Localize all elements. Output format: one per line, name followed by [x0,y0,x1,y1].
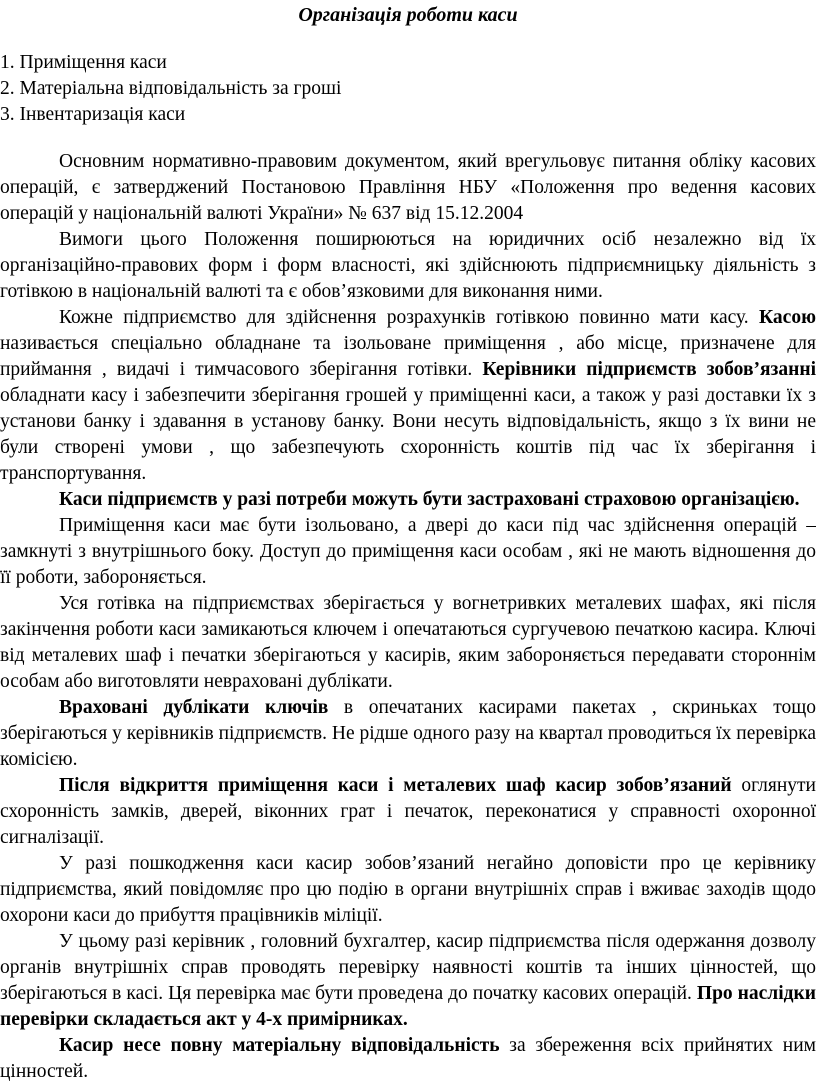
paragraph [0,227,816,305]
document-body [0,149,816,1085]
bold-term: Каси підприємств у разі потреби можуть бути застраховані страховою організацією. [59,489,800,510]
document-title: Організація роботи каси [298,4,518,26]
text-segment: Уся готівка на підприємствах зберігається у вогнетривких металевих шафах, які після закінчення роботи каси замикаються ключем і опечатаються сургучевою печаткою касира. Ключі від металевих шаф і печатки зберігаються у касирів, яким забороняється передавати стороннім особам або виготовляти невраховані дублікати. [0,593,816,692]
text-segment: Основним нормативно-правовим документом, який врегульовує питання обліку касових операцій, є затверджений Постановою Правління НБУ «Положення про ведення касових операцій у національній валюті України» № 637 від 15.12.2004 [0,151,816,224]
text-segment: Приміщення каси має бути ізольовано, а двері до каси під час здійснення операцій – замкнуті з внутрішнього боку. Доступ до приміщення каси особам , які не мають відношення до її роботи, забороняється. [0,515,816,588]
text-segment: У цьому разі керівник , головний бухгалтер, касир підприємства після одержання дозволу органів внутрішніх справ проводять перевірку наявності коштів та інших цінностей, що зберігаються в касі. Ця перевірка має бути проведена до початку касових операцій. [0,931,816,1004]
bold-term: Про наслідки перевірки складається акт у 4-х примірниках. [0,983,816,1030]
text-segment: У разі пошкодження каси касир зобов’язаний негайно доповісти про це керівнику підприємства, який повідомляє про цю подію в органи внутрішніх справ і вживає заходів щодо охорони каси до прибуття працівників міліції. [0,853,816,926]
paragraph [0,929,816,1033]
bold-term: Касою [759,307,816,328]
text-segment: обладнати касу і забезпечити зберігання грошей у приміщенні каси, а також у разі доставки їх з установи банку і здавання в установу банку. Вони несуть відповідальність, якщо з їх вини не були створені умови , що забезпечують схоронність коштів під час їх зберігання і транспортування. [0,385,816,484]
paragraph [0,149,816,227]
text-segment: в опечатаних касирами пакетах , скриньках тощо зберігаються у керівників підприємств. Не рідше одного разу на квартал проводиться їх перевірка комісією. [0,697,816,770]
outline-item: 2. Матеріальна відповідальність за гроші [0,78,342,99]
bold-term: Керівники підприємств зобов’язанні [482,359,816,380]
paragraph [0,487,816,513]
outline-item: 1. Приміщення каси [0,52,167,73]
paragraph [0,1033,816,1085]
bold-term: Касир несе повну матеріальну відповідальність [59,1035,500,1056]
bold-term: Враховані дублікати ключів [59,697,329,718]
paragraph [0,851,816,929]
bold-term: Після відкриття приміщення каси і металевих шаф касир зобов’язаний [59,775,732,796]
text-segment: Вимоги цього Положення поширюються на юридичних осіб незалежно від їх організаційно-правових форм і форм власності, які здійснюють підприємницьку діяльність з готівкою в національній валюті та є обов’язковими для виконання ними. [0,229,816,302]
text-segment: оглянути схоронність замків, дверей, віконних грат і печаток, переконатися у справності охоронної сигналізації. [0,775,816,848]
document-outline [0,50,816,128]
paragraph [0,773,816,851]
outline-item: 3. Інвентаризація каси [0,104,186,125]
text-segment: за збереження всіх прийнятих ним цінностей. [0,1035,816,1082]
paragraph [0,591,816,695]
paragraph [0,695,816,773]
text-segment: називається спеціально обладнане та ізольоване приміщення , або місце, призначене для приймання , видачі і тимчасового зберігання готівки. [0,333,816,380]
paragraph [0,513,816,591]
paragraph [0,305,816,487]
text-segment: Кожне підприємство для здійснення розрахунків готівкою повинно мати касу. [59,307,760,328]
